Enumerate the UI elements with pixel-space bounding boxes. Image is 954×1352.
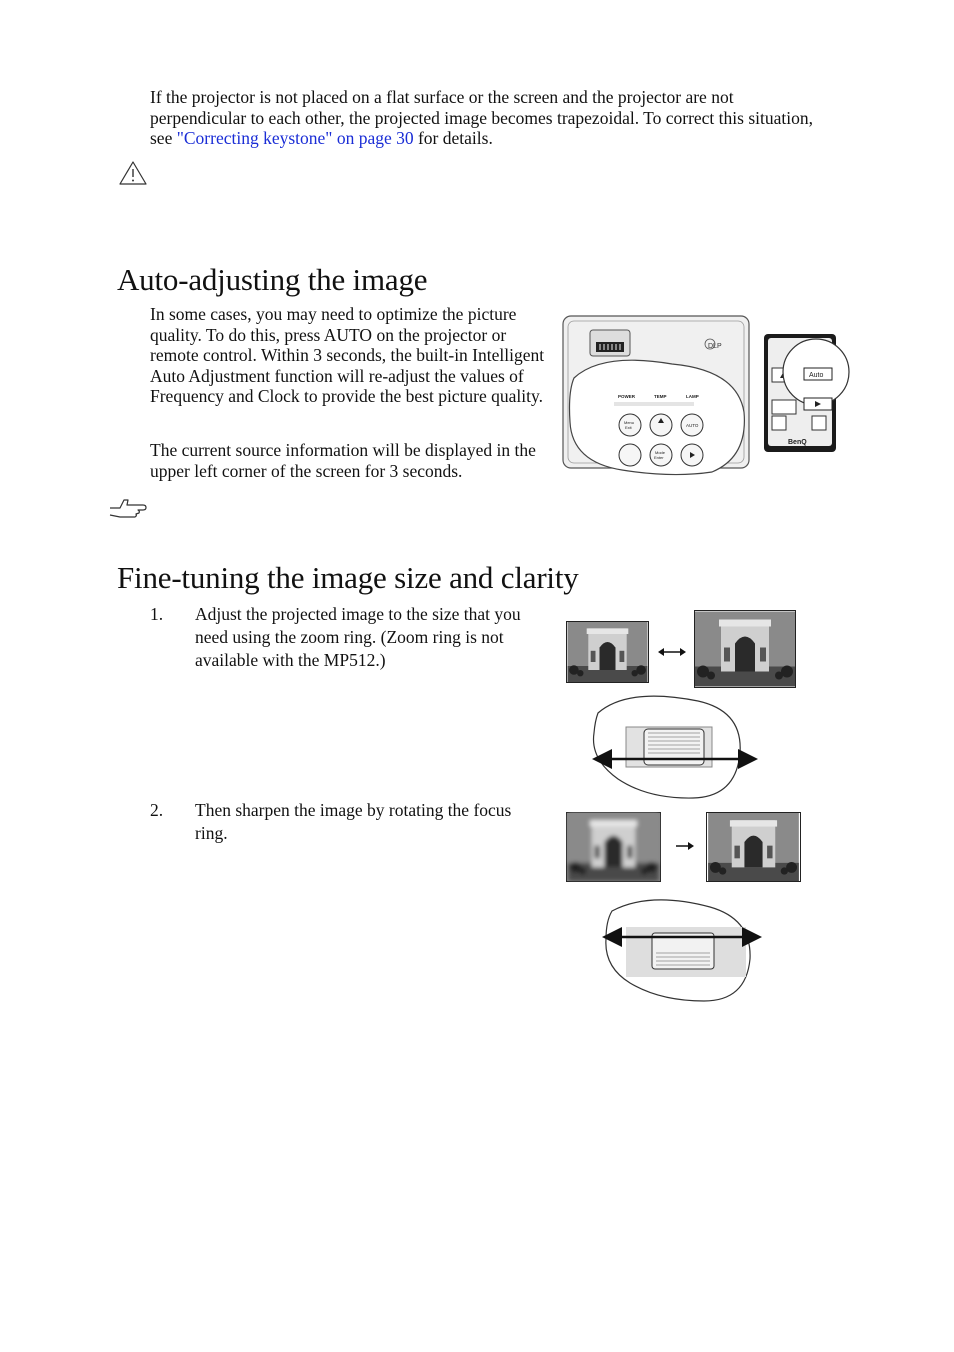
step-1-number: 1. — [150, 604, 164, 624]
warning-icon — [118, 160, 148, 186]
mode-button-label: Mode — [655, 450, 666, 455]
remote-control-illustration — [762, 332, 852, 454]
intro-text-end: for details. — [413, 128, 493, 148]
indicator-label-power: POWER — [618, 394, 636, 399]
projector-control-panel-illustration — [562, 312, 752, 480]
auto-para-text-end: on the projector or remote control. Within 3 seconds, the built-in Intelligent Auto Adjustment function will re-adjust the values of Frequency and Clock to provide the best picture quality. — [150, 324, 545, 406]
exit-button-label: Exit — [625, 425, 632, 430]
auto-para-text: In some cases, you may need to optimize the picture quality. To do this, press — [150, 304, 517, 345]
dlp-logo-text: DLP — [708, 343, 722, 350]
up-button[interactable] — [650, 414, 672, 436]
note-hand-icon — [108, 494, 148, 518]
menu-button-label: Menu — [624, 420, 635, 425]
focus-blurred-image — [566, 812, 661, 882]
intro-text: If the projector is not placed on a flat surface or the screen and the projector are not perpendicular to each other, the projected image becomes trapezoidal. To correct this situation, see — [150, 87, 813, 148]
step-2-number: 2. — [150, 800, 164, 820]
auto-adjust-paragraph-1 — [150, 304, 545, 407]
auto-button-label: AUTO — [686, 423, 699, 428]
indicator-label-lamp: LAMP — [686, 394, 699, 399]
auto-key-label: AUTO — [323, 324, 373, 345]
step-2-text: Then sharpen the image by rotating the focus ring. — [195, 800, 512, 843]
indicator-label-temp: TEMP — [654, 394, 667, 399]
zoom-small-image — [566, 621, 649, 683]
fine-tuning-heading: Fine-tuning the image size and clarity — [117, 560, 579, 595]
auto-adjust-heading: Auto-adjusting the image — [117, 262, 428, 297]
enter-button-label: Enter — [654, 455, 664, 460]
left-button[interactable] — [619, 444, 641, 466]
zoom-ring-illustration — [588, 693, 760, 801]
step-1-text: Adjust the projected image to the size that you need using the zoom ring. (Zoom ring is not available with the MP512.) — [195, 604, 521, 670]
remote-brand-text: BenQ — [788, 439, 807, 446]
focus-ring-illustration — [600, 897, 764, 1003]
intro-paragraph — [150, 87, 830, 149]
correcting-keystone-link[interactable]: "Correcting keystone" on page 30 — [176, 128, 414, 148]
auto-adjust-paragraph-2: The current source information will be displayed in the upper left corner of the screen for 3 seconds. — [150, 440, 536, 481]
zoom-large-image — [694, 610, 796, 688]
right-arrow-icon — [674, 838, 696, 854]
remote-auto-label: Auto — [809, 372, 824, 379]
double-arrow-icon — [656, 644, 688, 660]
focus-sharp-image — [706, 812, 801, 882]
